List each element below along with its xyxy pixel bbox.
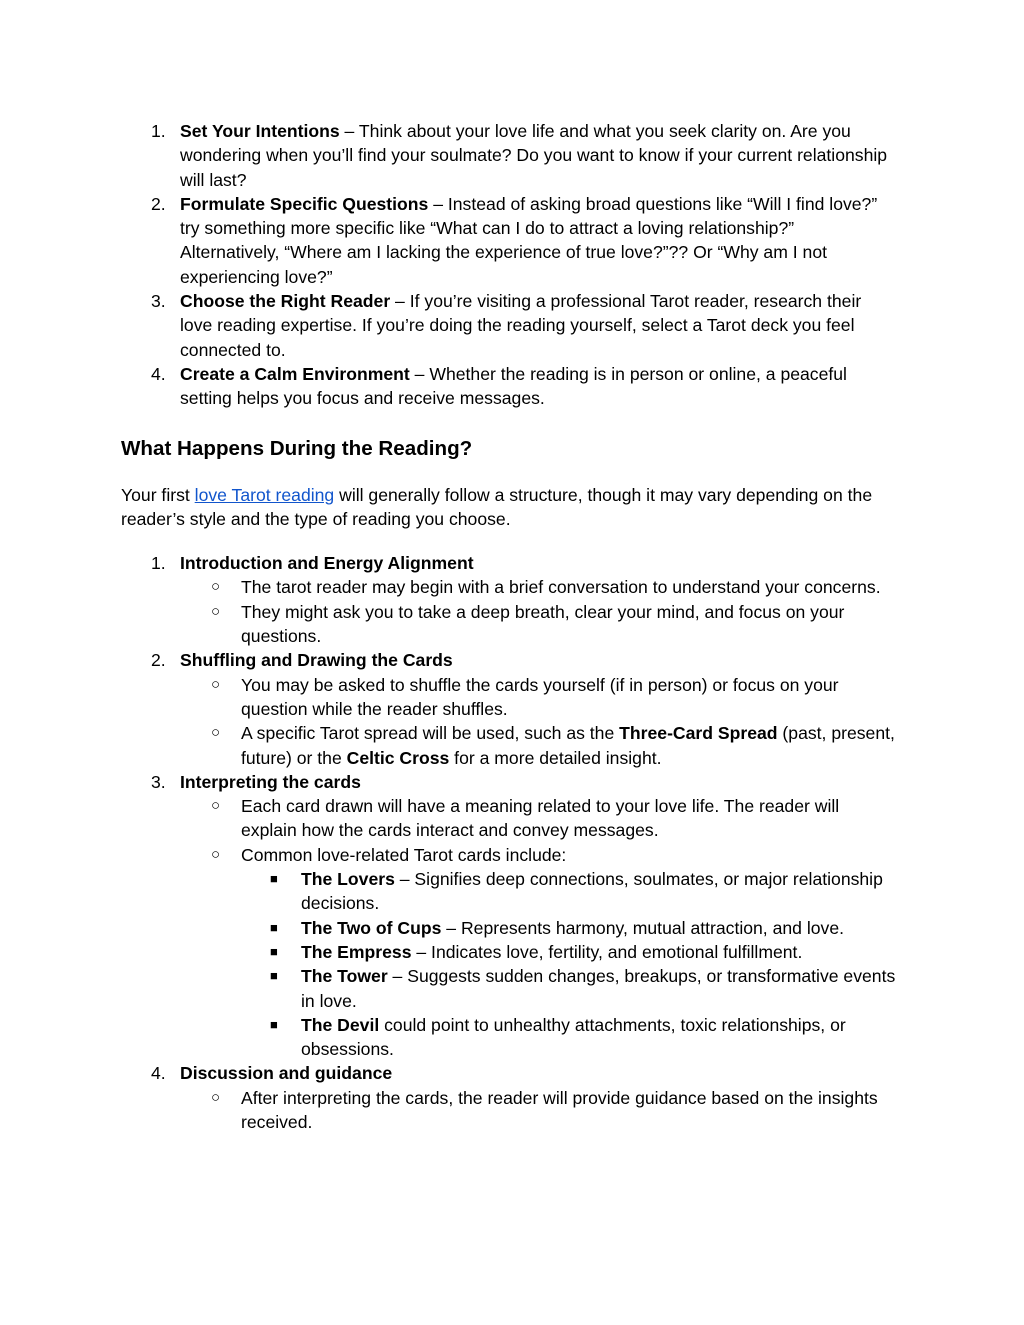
step-title: Shuffling and Drawing the Cards (180, 650, 453, 671)
preparation-steps-list (121, 119, 896, 411)
sub-list-item (121, 794, 896, 843)
sub-item-text: After interpreting the cards, the reader will provide guidance based on the insights received. (241, 1087, 878, 1132)
card-name: The Devil (301, 1014, 380, 1035)
section-heading: What Happens During the Reading? (121, 436, 473, 460)
list-item (121, 362, 896, 411)
step-text: – Think about your love life and what you seek clarity on. Are you wondering when you’ll find your soulmate? Do you want to know if your current relationship will last? (180, 121, 888, 190)
sub-item-text-c: for a more detailed insight. (449, 747, 662, 768)
list-number: 2. (151, 650, 166, 671)
list-item (121, 119, 896, 192)
list-item (121, 648, 896, 672)
sub-list-item (121, 1086, 896, 1135)
circle-bullet-icon: ○ (211, 797, 221, 815)
square-bullet-icon: ■ (270, 943, 278, 959)
circle-bullet-icon: ○ (211, 675, 221, 693)
sub-list-item (121, 575, 896, 599)
sub-list-item (121, 673, 896, 722)
list-item (121, 770, 896, 794)
sub-item-text: The tarot reader may begin with a brief conversation to understand your concerns. (241, 577, 881, 598)
step-text: – Instead of asking broad questions like “Will I find love?” try something more specific like “What can I do to attract a loving relationship?” Alternatively, “Where am I lacking the experience of true love?”?? Or “Why am I not experiencing love?” (180, 193, 878, 287)
card-list-item (121, 940, 896, 964)
card-name: The Two of Cups (301, 917, 442, 938)
card-name: The Empress (301, 941, 412, 962)
love-tarot-reading-link[interactable]: love Tarot reading (194, 484, 335, 505)
card-text: – Indicates love, fertility, and emotional fulfillment. (411, 941, 803, 962)
card-text: – Represents harmony, mutual attraction, and love. (441, 917, 844, 938)
list-number: 4. (151, 363, 166, 384)
card-text: – Suggests sudden changes, breakups, or transformative events in love. (301, 966, 896, 1011)
list-item (121, 192, 896, 289)
list-number: 3. (151, 291, 166, 312)
card-list-item (121, 916, 896, 940)
list-number: 2. (151, 193, 166, 214)
square-bullet-icon: ■ (270, 968, 278, 984)
circle-bullet-icon: ○ (211, 602, 221, 620)
list-item (121, 551, 896, 575)
square-bullet-icon: ■ (270, 871, 278, 887)
intro-text-after: will generally follow a structure, though it may vary depending on the reader’s style and the type of reading you choose. (121, 484, 873, 529)
card-text: – Signifies deep connections, soulmates, or major relationship decisions. (301, 869, 883, 914)
reading-steps-list (121, 551, 896, 1134)
step-title: Formulate Specific Questions (180, 193, 429, 214)
step-title: Choose the Right Reader (180, 291, 391, 312)
step-text: – Whether the reading is in person or online, a peaceful setting helps you focus and receive messages. (180, 363, 847, 409)
step-title: Set Your Intentions (180, 121, 340, 141)
card-name: The Lovers (301, 869, 395, 890)
card-list-item (121, 1013, 896, 1062)
list-number: 3. (151, 771, 166, 792)
card-list-item (121, 964, 896, 1013)
list-item (121, 1061, 896, 1085)
sub-list-item (121, 600, 896, 649)
square-bullet-icon: ■ (270, 919, 278, 935)
card-list-item (121, 867, 896, 916)
card-name: The Tower (301, 966, 388, 987)
step-text: – If you’re visiting a professional Tarot reader, research their love reading expertise. If you’re doing the reading yourself, select a Tarot deck you feel connected to. (180, 291, 862, 360)
sub-item-text-b: (past, present, future) or the (241, 723, 895, 768)
step-title: Introduction and Energy Alignment (180, 553, 474, 574)
sub-item-text: They might ask you to take a deep breath, clear your mind, and focus on your questions. (241, 601, 845, 647)
sub-item-text: Common love-related Tarot cards include: (241, 844, 567, 865)
list-number: 1. (151, 121, 166, 141)
spread-name: Celtic Cross (346, 747, 450, 768)
circle-bullet-icon: ○ (211, 1088, 221, 1106)
page-content (121, 119, 896, 1134)
card-text: could point to unhealthy attachments, toxic relationships, or obsessions. (301, 1014, 846, 1060)
step-title: Create a Calm Environment (180, 363, 410, 384)
step-title: Discussion and guidance (180, 1063, 393, 1084)
circle-bullet-icon: ○ (211, 724, 221, 742)
sub-list-item (121, 843, 896, 867)
spread-name: Three-Card Spread (619, 723, 778, 744)
circle-bullet-icon: ○ (211, 578, 221, 596)
list-item (121, 289, 896, 362)
intro-text-before: Your first (121, 484, 195, 505)
sub-item-text-a: A specific Tarot spread will be used, such as the (241, 723, 620, 744)
sub-list-item (121, 721, 896, 770)
list-number: 1. (151, 553, 166, 574)
intro-paragraph (121, 483, 896, 532)
step-title: Interpreting the cards (180, 771, 361, 792)
sub-item-text: Each card drawn will have a meaning related to your love life. The reader will explain how the cards interact and convey messages. (241, 796, 840, 841)
circle-bullet-icon: ○ (211, 845, 221, 863)
square-bullet-icon: ■ (270, 1016, 278, 1032)
sub-item-text: You may be asked to shuffle the cards yourself (if in person) or focus on your question while the reader shuffles. (241, 674, 839, 719)
list-number: 4. (151, 1063, 166, 1084)
